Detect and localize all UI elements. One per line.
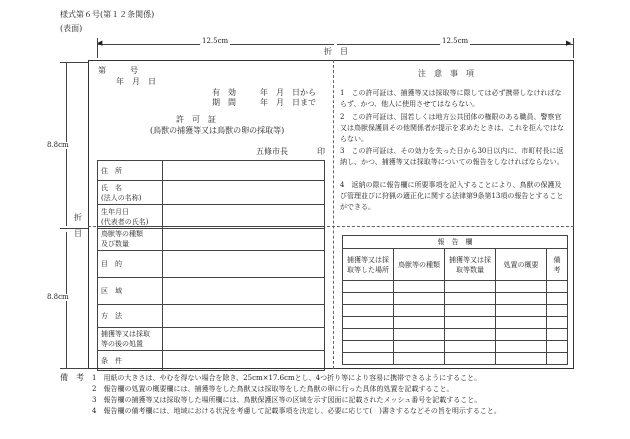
valid-label: 有 効 xyxy=(212,88,236,97)
detail-row-method xyxy=(98,305,325,328)
name-value xyxy=(163,181,325,205)
eye-label-side: 目 xyxy=(74,229,82,238)
report-table xyxy=(342,235,568,365)
detail-table xyxy=(97,226,325,371)
dim-tick xyxy=(573,38,574,58)
report-cell xyxy=(445,293,496,305)
report-cell xyxy=(547,293,568,305)
top-height-label: 8.8cm xyxy=(47,141,69,149)
species-sub-label: 及び数量 xyxy=(101,239,129,248)
detail-row-area xyxy=(98,278,325,305)
arrow-left-icon: ◀ xyxy=(97,39,103,47)
footer-note-1: 1 用紙の大きさは、やむを得ない場合を除き、25cm×17.6cmとし、4つ折り等により容易に携帯できるようにすること。 xyxy=(92,374,482,382)
detail-row-disposal xyxy=(98,328,325,351)
report-cell xyxy=(343,341,394,353)
report-cell xyxy=(394,353,445,365)
valid-from: 年 月 日から xyxy=(260,88,316,97)
report-col-species: 鳥獣等の種類 xyxy=(394,249,445,281)
disposal-value xyxy=(163,328,325,351)
birth-value xyxy=(163,205,325,229)
notes-title: 注 意 事 項 xyxy=(418,69,474,78)
permit-date: 年 月 日 xyxy=(116,77,156,86)
report-body xyxy=(343,281,568,365)
address-label: 住 所 xyxy=(98,161,163,181)
report-cell xyxy=(394,293,445,305)
species-value xyxy=(163,227,325,251)
report-cell xyxy=(496,341,547,353)
issuer: 五條市長 xyxy=(256,147,288,156)
left-width-label: 12.5cm xyxy=(202,37,229,45)
report-cell xyxy=(547,317,568,329)
report-cell xyxy=(394,329,445,341)
report-cell xyxy=(343,281,394,293)
footer-note-2: 2 報告欄の処置の概要欄には、捕獲等をした鳥獣又は採取等をした鳥獣の卵に行った具体的処置を記載すること。 xyxy=(92,385,454,393)
method-label: 方 法 xyxy=(98,305,163,328)
report-cell xyxy=(445,317,496,329)
report-cell xyxy=(343,305,394,317)
detail-row-conditions xyxy=(98,351,325,371)
name-sub-label: (法人の名称) xyxy=(101,193,142,202)
note-item-3: 3 この許可証は、その効力を失った日から30日以内に、市町村長に返納し、かつ、捕獲等又は採取等についての報告をしなければならない。 xyxy=(340,147,564,166)
seal-mark: 印 xyxy=(317,147,325,156)
report-row xyxy=(343,293,568,305)
report-cell xyxy=(496,353,547,365)
report-cell xyxy=(445,281,496,293)
report-cell xyxy=(343,353,394,365)
report-cell xyxy=(496,293,547,305)
report-cell xyxy=(547,329,568,341)
report-cell xyxy=(496,317,547,329)
report-col-place: 捕獲等又は採取等した場所 xyxy=(343,249,394,281)
report-cell xyxy=(445,329,496,341)
report-cell xyxy=(547,281,568,293)
report-col-disposal: 処置の概要 xyxy=(496,249,547,281)
holder-table xyxy=(97,160,325,229)
note-item-4: 4 返納の際に報告欄に所要事項を記入することにより、鳥獣の保護及び管理並びに狩猟の適正化に関する法律第9条第13項の報告とすることができる。 xyxy=(340,181,564,211)
report-row xyxy=(343,305,568,317)
period-label: 期 間 xyxy=(212,98,236,107)
footer-label: 備 考 xyxy=(60,373,84,382)
valid-to: 年 月 日まで xyxy=(260,98,316,107)
report-cell xyxy=(547,353,568,365)
report-col-quantity: 捕獲等又は採取等数量 xyxy=(445,249,496,281)
report-row xyxy=(343,353,568,365)
report-row xyxy=(343,317,568,329)
right-width-label: 12.5cm xyxy=(442,37,469,45)
eye-label-top: 目 xyxy=(340,47,348,56)
species-label: 鳥獣等の種類 xyxy=(101,229,143,238)
report-cell xyxy=(343,329,394,341)
report-cell xyxy=(394,281,445,293)
fold-label-top: 折 xyxy=(324,47,332,56)
report-cell xyxy=(496,329,547,341)
arrow-right-icon: ▶ xyxy=(566,39,572,47)
footer-note-3: 3 報告欄の捕獲等又は採取等した場所欄には、鳥獣保護区等の区域を示す図面に記載されたメッシュ番号を記載すること。 xyxy=(92,396,482,404)
report-cell xyxy=(394,305,445,317)
report-cell xyxy=(496,281,547,293)
report-cell xyxy=(394,317,445,329)
detail-row-species xyxy=(98,227,325,251)
report-row xyxy=(343,341,568,353)
address-value xyxy=(163,161,325,181)
report-cell xyxy=(496,305,547,317)
report-header-row xyxy=(343,249,568,281)
report-cell xyxy=(445,305,496,317)
report-cell xyxy=(343,293,394,305)
report-cell xyxy=(343,317,394,329)
note-item-2: 2 この許可証は、国若しくは地方公共団体の権限のある職員、警察官又は鳥獣保護員その他関係者が提示を求めたときは、これを拒んではならない。 xyxy=(340,113,564,143)
holder-row-name xyxy=(98,181,325,205)
holder-row-address xyxy=(98,161,325,181)
report-title: 報 告 欄 xyxy=(343,236,568,249)
report-cell xyxy=(547,341,568,353)
disposal-sub-label: 等の後の処置 xyxy=(101,340,143,348)
report-cell xyxy=(394,341,445,353)
report-cell xyxy=(445,341,496,353)
side-label: (表面) xyxy=(60,24,83,33)
conditions-label: 条 件 xyxy=(98,351,163,371)
method-value xyxy=(163,305,325,328)
bottom-height-label: 8.8cm xyxy=(47,293,69,301)
dim-tick xyxy=(60,62,88,63)
area-label: 区 域 xyxy=(98,278,163,305)
report-row xyxy=(343,329,568,341)
purpose-label: 目 的 xyxy=(98,251,163,278)
vertical-fold-line xyxy=(333,60,334,369)
area-value xyxy=(163,278,325,305)
report-title-row xyxy=(343,236,568,249)
note-item-1: 1 この許可証は、捕獲等又は採取等に際しては必ず携帯しなければならず、かつ、他人に使用させてはならない。 xyxy=(340,89,562,108)
report-row xyxy=(343,281,568,293)
footer-note-4: 4 報告欄の備考欄には、地域における状況を考慮して記載事項を決定し、必要に応じて( )書きするなどその旨を明示すること。 xyxy=(92,407,501,415)
birth-label: 生年月日 xyxy=(101,207,129,216)
disposal-label: 捕獲等又は採取 xyxy=(101,330,150,338)
detail-row-purpose xyxy=(98,251,325,278)
report-col-remarks: 備 考 xyxy=(547,249,568,281)
report-cell xyxy=(445,353,496,365)
holder-row-birth xyxy=(98,205,325,229)
form-number: 様式第６号(第１２条関係) xyxy=(60,10,155,19)
birth-sub-label: (代表者の氏名) xyxy=(101,217,149,226)
fold-label-side: 折 xyxy=(74,213,82,222)
permit-subtitle: (鳥獣の捕獲等又は鳥獣の卵の採取等) xyxy=(150,126,285,135)
conditions-value xyxy=(163,351,325,371)
name-label: 氏 名 xyxy=(101,183,122,192)
report-cell xyxy=(547,305,568,317)
permit-title: 許 可 証 xyxy=(176,115,216,124)
dim-tick xyxy=(60,368,88,369)
purpose-value xyxy=(163,251,325,278)
permit-number: 第 号 xyxy=(98,66,138,75)
